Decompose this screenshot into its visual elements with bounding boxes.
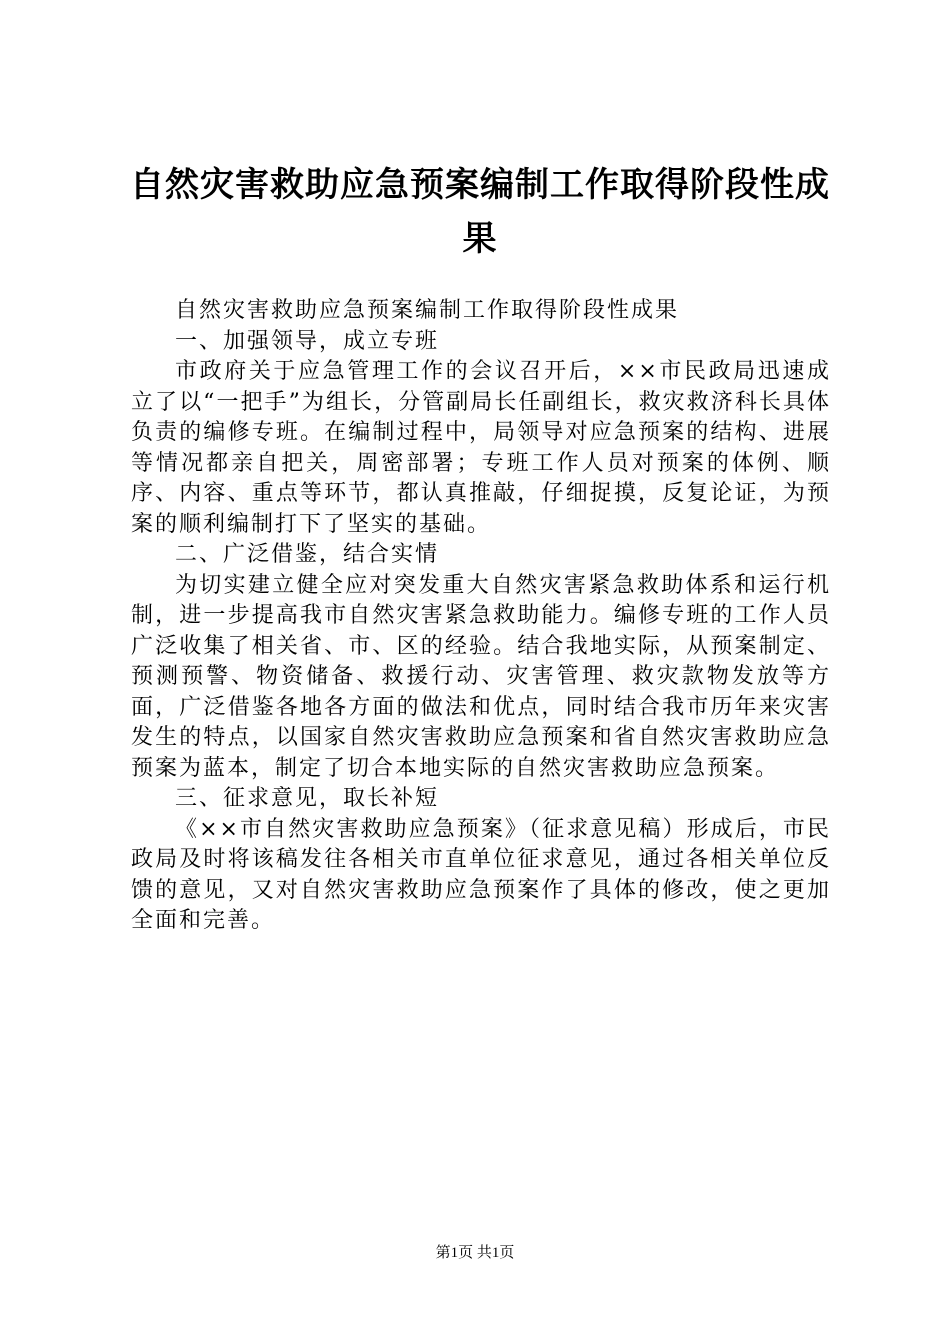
body-paragraph-3: 《××市自然灾害救助应急预案》（征求意见稿）形成后，市民政局及时将该稿发往各相关市直单位征求意见，通过各相关单位反馈的意见，又对自然灾害救助应急预案作了具体的修改，使之更加全面和完善。 bbox=[131, 816, 831, 933]
body-paragraph-2: 为切实建立健全应对突发重大自然灾害紧急救助体系和运行机制，进一步提高我市自然灾害紧急救助能力。编修专班的工作人员广泛收集了相关省、市、区的经验。结合我地实际，从预案制定、预测预警、物资储备、救援行动、灾害管理、救灾款物发放等方面，广泛借鉴各地各方面的做法和优点，同时结合我市历年来灾害发生的特点，以国家自然灾害救助应急预案和省自然灾害救助应急预案为蓝本，制定了切合本地实际的自然灾害救助应急预案。 bbox=[131, 572, 831, 781]
body-paragraph-intro: 自然灾害救助应急预案编制工作取得阶段性成果 bbox=[175, 298, 680, 323]
page-number-footer: 第1页 共1页 bbox=[435, 1245, 515, 1261]
section-heading-3: 三、征求意见，取长补短 bbox=[175, 786, 440, 811]
document-body bbox=[131, 296, 831, 937]
section-heading-1: 一、加强领导，成立专班 bbox=[175, 328, 440, 354]
body-paragraph-1: 市政府关于应急管理工作的会议召开后，××市民政局迅速成立了以“一把手”为组长，分管副局长任副组长，救灾救济科长具体负责的编修专班。在编制过程中，局领导对应急预案的结构、进展等情况都亲自把关，周密部署；专班工作人员对预案的体例、顺序、内容、重点等环节，都认真推敲，仔细捉摸，反复论证，为预案的顺利编制打下了坚实的基础。 bbox=[131, 359, 831, 537]
section-heading-2: 二、广泛借鉴，结合实情 bbox=[175, 542, 440, 567]
document-title: 自然灾害救助应急预案编制工作取得阶段性成果 bbox=[130, 165, 830, 259]
